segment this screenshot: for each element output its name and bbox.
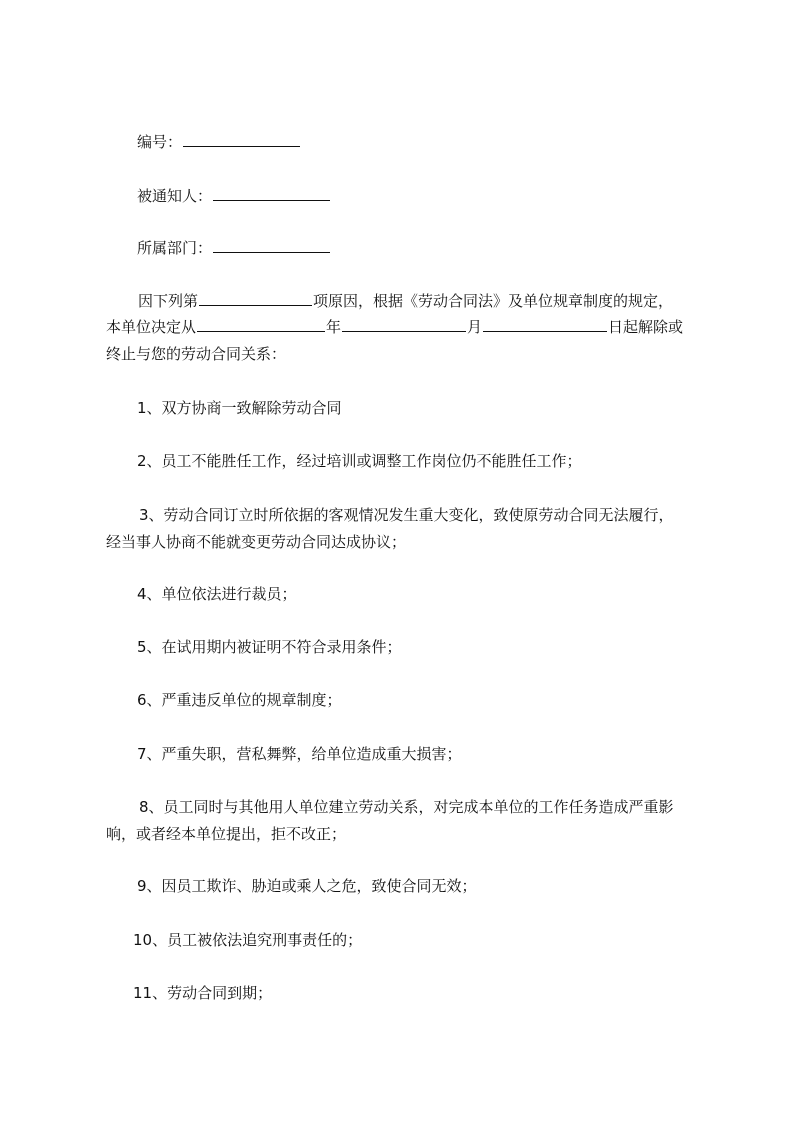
notified-blank[interactable]: [213, 186, 330, 201]
reason-11: 11、劳动合同到期；: [133, 984, 273, 1002]
intro-seg3: 本单位决定从: [106, 318, 197, 336]
department-blank[interactable]: [213, 238, 330, 253]
number-label: 编号：: [137, 133, 183, 151]
year-label: 年: [326, 318, 342, 336]
department-field-row: [137, 238, 331, 258]
notified-label: 被通知人：: [137, 187, 213, 205]
intro-seg4: 日起解除或: [608, 318, 684, 336]
notified-field-row: [137, 186, 331, 206]
intro-line-2: [106, 317, 683, 337]
reason-3-line-1: 3、劳动合同订立时所依据的客观情况发生重大变化，致使原劳动合同无法履行，: [139, 506, 674, 524]
intro-seg5: 终止与您的劳动合同关系：: [106, 345, 287, 363]
reason-2: 2、员工不能胜任工作，经过培训或调整工作岗位仍不能胜任工作；: [137, 452, 582, 470]
reason-7: 7、严重失职，营私舞弊，给单位造成重大损害；: [137, 745, 462, 763]
number-field-row: [137, 132, 301, 152]
reason-4: 4、单位依法进行裁员；: [137, 585, 297, 603]
reason-6: 6、严重违反单位的规章制度；: [137, 691, 342, 709]
reason-5: 5、在试用期内被证明不符合录用条件；: [137, 638, 402, 656]
reason-1: 1、双方协商一致解除劳动合同: [137, 399, 342, 417]
year-blank[interactable]: [197, 317, 325, 332]
reason-9: 9、因员工欺诈、胁迫或乘人之危，致使合同无效；: [137, 877, 477, 895]
intro-seg1: 因下列第: [138, 292, 199, 310]
month-blank[interactable]: [342, 317, 466, 332]
intro-line-3: [106, 344, 286, 364]
reason-10: 10、员工被依法追究刑事责任的；: [133, 931, 363, 949]
reason-8-line-2: 响，或者经本单位提出，拒不改正；: [106, 825, 347, 843]
intro-seg2: 项原因，根据《劳动合同法》及单位规章制度的规定，: [313, 292, 674, 310]
reason-3-line-2: 经当事人协商不能就变更劳动合同达成协议；: [106, 533, 407, 551]
item-number-blank[interactable]: [199, 291, 312, 306]
intro-line-1: [138, 291, 673, 311]
number-blank[interactable]: [183, 132, 300, 147]
reason-8-line-1: 8、员工同时与其他用人单位建立劳动关系，对完成本单位的工作任务造成严重影: [139, 798, 674, 816]
month-label: 月: [467, 318, 483, 336]
day-blank[interactable]: [483, 317, 607, 332]
department-label: 所属部门：: [137, 239, 213, 257]
